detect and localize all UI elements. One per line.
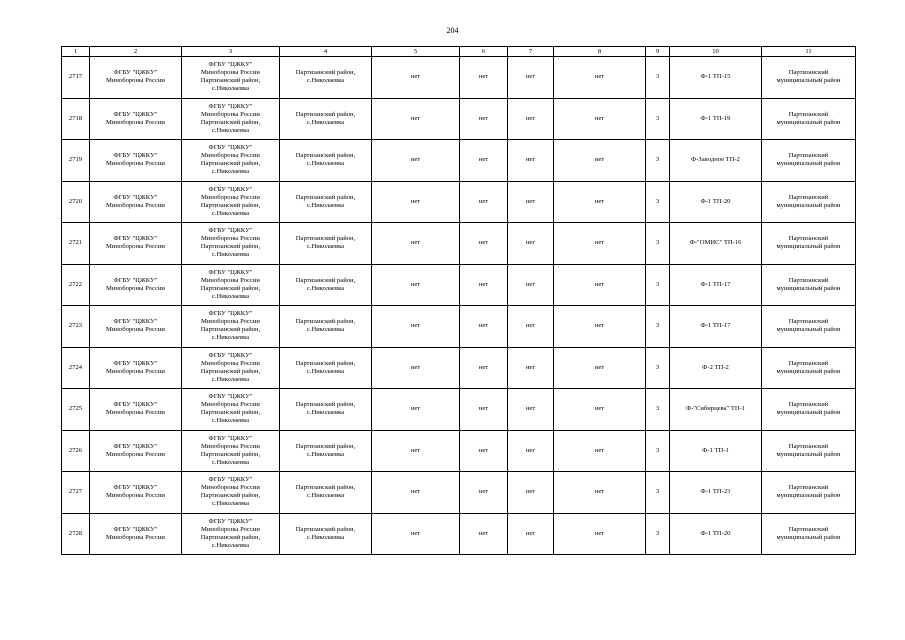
table-row [62, 347, 856, 389]
location-cell [280, 57, 372, 99]
organization-cell [90, 140, 182, 182]
cell-line: Партизанский район, [200, 492, 261, 500]
cell-line: с.Николаевка [306, 326, 345, 334]
column-header: 10 [670, 47, 762, 57]
value-cell-c9: 3 [646, 347, 670, 389]
cell-line: ФГБУ "ЦЖКУ" [113, 193, 158, 201]
value-cell-c8: нет [554, 57, 646, 99]
location-cell [280, 181, 372, 223]
cell-line: Партизанский район, [295, 318, 356, 326]
location-cell [280, 306, 372, 348]
organization-cell [90, 181, 182, 223]
cell-line: Минобороны России [201, 276, 260, 284]
cell-line: с.Николаевка [306, 160, 345, 168]
cell-line: с.Николаевка [211, 292, 250, 300]
value-cell-c6: нет [460, 264, 508, 306]
cell-line: Партизанский [788, 401, 829, 409]
cell-line: Минобороны России [201, 525, 260, 533]
value-cell-c8: нет [554, 472, 646, 514]
cell-line: муниципальный район [776, 409, 841, 417]
table-row [62, 389, 856, 431]
value-cell-c6: нет [460, 140, 508, 182]
cell-line: ФГБУ "ЦЖКУ" [113, 484, 158, 492]
cell-line: Минобороны России [106, 160, 165, 168]
table-row [62, 264, 856, 306]
table-row [62, 306, 856, 348]
value-cell-c9: 3 [646, 264, 670, 306]
value-cell-c6: нет [460, 513, 508, 555]
cell-line: Минобороны России [201, 235, 260, 243]
registry-table [61, 46, 856, 555]
cell-line: ФГБУ "ЦЖКУ" [113, 276, 158, 284]
cell-line: Партизанский район, [295, 69, 356, 77]
cell-line: муниципальный район [776, 284, 841, 292]
cell-line: Партизанский район, [295, 484, 356, 492]
owner-cell [182, 181, 280, 223]
value-cell-c9: 3 [646, 57, 670, 99]
cell-line: муниципальный район [776, 77, 841, 85]
cell-line: с.Николаевка [211, 458, 250, 466]
owner-cell [182, 347, 280, 389]
location-cell [280, 430, 372, 472]
value-cell-c5: нет [372, 306, 460, 348]
value-cell-c9: 3 [646, 98, 670, 140]
cell-line: Минобороны России [201, 152, 260, 160]
feeder-cell: Ф-2 ТП-2 [670, 347, 762, 389]
organization-cell [90, 347, 182, 389]
table-row [62, 223, 856, 265]
value-cell-c7: нет [508, 264, 554, 306]
column-header: 1 [62, 47, 90, 57]
value-cell-c8: нет [554, 181, 646, 223]
cell-line: муниципальный район [776, 243, 841, 251]
cell-line: Минобороны России [106, 201, 165, 209]
owner-cell [182, 389, 280, 431]
district-cell [762, 264, 856, 306]
value-cell-c8: нет [554, 513, 646, 555]
district-cell [762, 98, 856, 140]
cell-line: Партизанский район, [200, 118, 261, 126]
value-cell-c8: нет [554, 98, 646, 140]
cell-line: Партизанский район, [200, 284, 261, 292]
feeder-cell: Ф-1 ТП-19 [670, 98, 762, 140]
cell-line: ФГБУ "ЦЖКУ" [113, 235, 158, 243]
organization-cell [90, 57, 182, 99]
cell-line: ФГБУ "ЦЖКУ" [113, 401, 158, 409]
feeder-cell: Ф-"ОМИС" ТП-16 [670, 223, 762, 265]
district-cell [762, 57, 856, 99]
cell-line: Минобороны России [106, 367, 165, 375]
owner-cell [182, 98, 280, 140]
header-row [62, 47, 856, 57]
cell-line: ФГБУ "ЦЖКУ" [113, 359, 158, 367]
value-cell-c5: нет [372, 347, 460, 389]
value-cell-c7: нет [508, 306, 554, 348]
cell-line: муниципальный район [776, 118, 841, 126]
row-number-cell: 2725 [62, 389, 90, 431]
district-cell [762, 181, 856, 223]
cell-line: Минобороны России [106, 533, 165, 541]
cell-line: Партизанский район, [200, 409, 261, 417]
column-header: 8 [554, 47, 646, 57]
cell-line: Партизанский район, [295, 152, 356, 160]
cell-line: ФГБУ "ЦЖКУ" [208, 102, 253, 110]
organization-cell [90, 98, 182, 140]
value-cell-c7: нет [508, 223, 554, 265]
cell-line: Партизанский [788, 276, 829, 284]
cell-line: с.Николаевка [306, 77, 345, 85]
cell-line: Партизанский район, [200, 160, 261, 168]
owner-cell [182, 223, 280, 265]
cell-line: Минобороны России [106, 118, 165, 126]
cell-line: ФГБУ "ЦЖКУ" [208, 517, 253, 525]
district-cell [762, 389, 856, 431]
cell-line: Партизанский район, [200, 77, 261, 85]
feeder-cell: Ф-1 ТП-15 [670, 57, 762, 99]
cell-line: Партизанский район, [295, 235, 356, 243]
cell-line: с.Николаевка [306, 450, 345, 458]
cell-line: ФГБУ "ЦЖКУ" [113, 152, 158, 160]
cell-line: с.Николаевка [306, 409, 345, 417]
cell-line: ФГБУ "ЦЖКУ" [113, 442, 158, 450]
cell-line: Партизанский район, [295, 401, 356, 409]
owner-cell [182, 140, 280, 182]
value-cell-c5: нет [372, 140, 460, 182]
cell-line: Минобороны России [201, 359, 260, 367]
table-row [62, 181, 856, 223]
column-header: 6 [460, 47, 508, 57]
value-cell-c7: нет [508, 472, 554, 514]
cell-line: ФГБУ "ЦЖКУ" [208, 227, 253, 235]
cell-line: с.Николаевка [211, 417, 250, 425]
location-cell [280, 513, 372, 555]
value-cell-c6: нет [460, 389, 508, 431]
cell-line: ФГБУ "ЦЖКУ" [208, 310, 253, 318]
cell-line: Партизанский район, [295, 276, 356, 284]
cell-line: Минобороны России [106, 409, 165, 417]
cell-line: ФГБУ "ЦЖКУ" [208, 185, 253, 193]
cell-line: с.Николаевка [211, 500, 250, 508]
cell-line: с.Николаевка [211, 375, 250, 383]
cell-line: с.Николаевка [211, 168, 250, 176]
cell-line: Партизанский район, [295, 359, 356, 367]
value-cell-c7: нет [508, 57, 554, 99]
value-cell-c9: 3 [646, 430, 670, 472]
value-cell-c5: нет [372, 513, 460, 555]
cell-line: муниципальный район [776, 326, 841, 334]
page-number: 204 [446, 26, 459, 35]
value-cell-c8: нет [554, 389, 646, 431]
cell-line: с.Николаевка [211, 209, 250, 217]
row-number-cell: 2717 [62, 57, 90, 99]
cell-line: Партизанский район, [295, 525, 356, 533]
table-row [62, 140, 856, 182]
cell-line: с.Николаевка [211, 334, 250, 342]
cell-line: Партизанский [788, 525, 829, 533]
value-cell-c5: нет [372, 98, 460, 140]
column-header: 4 [280, 47, 372, 57]
table-row [62, 472, 856, 514]
cell-line: Партизанский район, [200, 533, 261, 541]
row-number-cell: 2720 [62, 181, 90, 223]
location-cell [280, 389, 372, 431]
column-header: 5 [372, 47, 460, 57]
owner-cell [182, 57, 280, 99]
feeder-cell: Ф-1 ТП-23 [670, 472, 762, 514]
cell-line: с.Николаевка [306, 492, 345, 500]
organization-cell [90, 389, 182, 431]
value-cell-c9: 3 [646, 306, 670, 348]
column-header: 2 [90, 47, 182, 57]
value-cell-c5: нет [372, 57, 460, 99]
cell-line: Партизанский район, [200, 326, 261, 334]
location-cell [280, 264, 372, 306]
cell-line: ФГБУ "ЦЖКУ" [208, 476, 253, 484]
column-header: 9 [646, 47, 670, 57]
cell-line: с.Николаевка [211, 126, 250, 134]
cell-line: ФГБУ "ЦЖКУ" [208, 351, 253, 359]
row-number-cell: 2719 [62, 140, 90, 182]
value-cell-c7: нет [508, 430, 554, 472]
value-cell-c6: нет [460, 347, 508, 389]
cell-line: муниципальный район [776, 160, 841, 168]
value-cell-c9: 3 [646, 389, 670, 431]
district-cell [762, 223, 856, 265]
cell-line: ФГБУ "ЦЖКУ" [208, 434, 253, 442]
organization-cell [90, 306, 182, 348]
value-cell-c8: нет [554, 430, 646, 472]
cell-line: муниципальный район [776, 533, 841, 541]
feeder-cell: Ф-1 ТП-20 [670, 181, 762, 223]
table-row [62, 98, 856, 140]
feeder-cell: Ф-Заводное ТП-2 [670, 140, 762, 182]
value-cell-c6: нет [460, 472, 508, 514]
cell-line: с.Николаевка [211, 251, 250, 259]
cell-line: Минобороны России [201, 193, 260, 201]
owner-cell [182, 264, 280, 306]
cell-line: Партизанский [788, 193, 829, 201]
cell-line: Партизанский [788, 152, 829, 160]
value-cell-c9: 3 [646, 181, 670, 223]
location-cell [280, 223, 372, 265]
cell-line: с.Николаевка [306, 367, 345, 375]
cell-line: Партизанский [788, 359, 829, 367]
table-row [62, 430, 856, 472]
cell-line: Партизанский район, [200, 367, 261, 375]
cell-line: Минобороны России [106, 77, 165, 85]
value-cell-c8: нет [554, 264, 646, 306]
row-number-cell: 2724 [62, 347, 90, 389]
cell-line: Партизанский [788, 235, 829, 243]
organization-cell [90, 472, 182, 514]
cell-line: Партизанский [788, 69, 829, 77]
value-cell-c5: нет [372, 181, 460, 223]
cell-line: Минобороны России [201, 401, 260, 409]
cell-line: Минобороны России [201, 484, 260, 492]
owner-cell [182, 513, 280, 555]
table-row [62, 57, 856, 99]
value-cell-c7: нет [508, 181, 554, 223]
value-cell-c6: нет [460, 98, 508, 140]
feeder-cell: Ф-1 ТП-1 [670, 430, 762, 472]
cell-line: ФГБУ "ЦЖКУ" [208, 268, 253, 276]
cell-line: ФГБУ "ЦЖКУ" [208, 393, 253, 401]
location-cell [280, 347, 372, 389]
feeder-cell: Ф-1 ТП-17 [670, 264, 762, 306]
column-header: 11 [762, 47, 856, 57]
cell-line: Минобороны России [106, 284, 165, 292]
cell-line: Партизанский район, [295, 110, 356, 118]
table-body [62, 57, 856, 555]
row-number-cell: 2718 [62, 98, 90, 140]
value-cell-c9: 3 [646, 223, 670, 265]
cell-line: с.Николаевка [306, 243, 345, 251]
feeder-cell: Ф-1 ТП-17 [670, 306, 762, 348]
organization-cell [90, 513, 182, 555]
cell-line: Минобороны России [201, 318, 260, 326]
value-cell-c9: 3 [646, 472, 670, 514]
cell-line: Минобороны России [201, 110, 260, 118]
value-cell-c9: 3 [646, 140, 670, 182]
value-cell-c5: нет [372, 389, 460, 431]
cell-line: с.Николаевка [211, 85, 250, 93]
district-cell [762, 472, 856, 514]
organization-cell [90, 223, 182, 265]
cell-line: ФГБУ "ЦЖКУ" [113, 318, 158, 326]
cell-line: с.Николаевка [306, 201, 345, 209]
column-header: 7 [508, 47, 554, 57]
row-number-cell: 2723 [62, 306, 90, 348]
cell-line: Минобороны России [201, 69, 260, 77]
cell-line: Минобороны России [106, 243, 165, 251]
cell-line: ФГБУ "ЦЖКУ" [113, 525, 158, 533]
value-cell-c8: нет [554, 347, 646, 389]
district-cell [762, 430, 856, 472]
organization-cell [90, 430, 182, 472]
cell-line: Партизанский район, [200, 243, 261, 251]
cell-line: Минобороны России [106, 492, 165, 500]
cell-line: Партизанский район, [200, 450, 261, 458]
row-number-cell: 2726 [62, 430, 90, 472]
column-header: 3 [182, 47, 280, 57]
cell-line: Партизанский [788, 110, 829, 118]
cell-line: Партизанский район, [295, 193, 356, 201]
cell-line: муниципальный район [776, 450, 841, 458]
feeder-cell: Ф-1 ТП-20 [670, 513, 762, 555]
value-cell-c6: нет [460, 430, 508, 472]
value-cell-c7: нет [508, 140, 554, 182]
value-cell-c6: нет [460, 223, 508, 265]
row-number-cell: 2727 [62, 472, 90, 514]
value-cell-c6: нет [460, 181, 508, 223]
cell-line: муниципальный район [776, 201, 841, 209]
district-cell [762, 513, 856, 555]
owner-cell [182, 306, 280, 348]
value-cell-c8: нет [554, 140, 646, 182]
value-cell-c7: нет [508, 513, 554, 555]
district-cell [762, 140, 856, 182]
cell-line: муниципальный район [776, 492, 841, 500]
location-cell [280, 98, 372, 140]
district-cell [762, 306, 856, 348]
location-cell [280, 472, 372, 514]
value-cell-c8: нет [554, 223, 646, 265]
table-row [62, 513, 856, 555]
cell-line: ФГБУ "ЦЖКУ" [208, 144, 253, 152]
cell-line: ФГБУ "ЦЖКУ" [208, 61, 253, 69]
feeder-cell: Ф-"Сибирцева" ТП-1 [670, 389, 762, 431]
cell-line: с.Николаевка [306, 533, 345, 541]
district-cell [762, 347, 856, 389]
cell-line: с.Николаевка [306, 118, 345, 126]
value-cell-c7: нет [508, 347, 554, 389]
owner-cell [182, 430, 280, 472]
value-cell-c7: нет [508, 389, 554, 431]
location-cell [280, 140, 372, 182]
value-cell-c6: нет [460, 57, 508, 99]
value-cell-c6: нет [460, 306, 508, 348]
row-number-cell: 2722 [62, 264, 90, 306]
cell-line: ФГБУ "ЦЖКУ" [113, 69, 158, 77]
value-cell-c7: нет [508, 98, 554, 140]
value-cell-c8: нет [554, 306, 646, 348]
value-cell-c5: нет [372, 223, 460, 265]
value-cell-c9: 3 [646, 513, 670, 555]
cell-line: муниципальный район [776, 367, 841, 375]
cell-line: ФГБУ "ЦЖКУ" [113, 110, 158, 118]
value-cell-c5: нет [372, 472, 460, 514]
row-number-cell: 2721 [62, 223, 90, 265]
cell-line: Партизанский [788, 484, 829, 492]
organization-cell [90, 264, 182, 306]
value-cell-c5: нет [372, 264, 460, 306]
cell-line: с.Николаевка [306, 284, 345, 292]
cell-line: с.Николаевка [211, 541, 250, 549]
owner-cell [182, 472, 280, 514]
row-number-cell: 2728 [62, 513, 90, 555]
cell-line: Партизанский район, [295, 442, 356, 450]
cell-line: Минобороны России [106, 450, 165, 458]
cell-line: Партизанский [788, 318, 829, 326]
cell-line: Минобороны России [201, 442, 260, 450]
cell-line: Минобороны России [106, 326, 165, 334]
cell-line: Партизанский район, [200, 201, 261, 209]
cell-line: Партизанский [788, 442, 829, 450]
value-cell-c5: нет [372, 430, 460, 472]
